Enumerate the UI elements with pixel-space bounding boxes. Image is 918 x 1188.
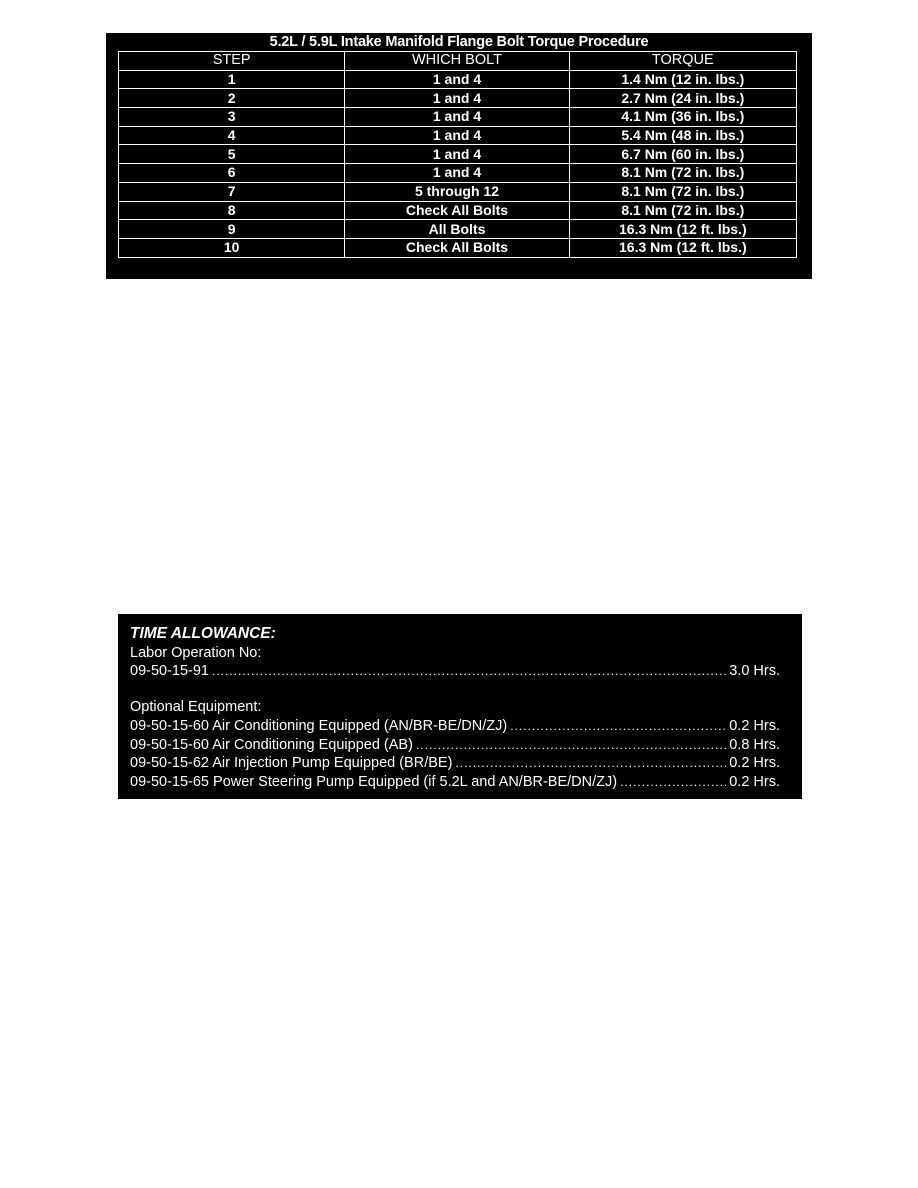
- bolt-cell: 1 and 4: [345, 145, 569, 164]
- labor-operation-row: [130, 662, 780, 680]
- optional-equipment-text: 09-50-15-60 Air Conditioning Equipped (AN/BR-BE/DN/ZJ): [130, 718, 508, 734]
- step-cell: 3: [119, 108, 345, 127]
- torque-table: [118, 51, 797, 258]
- table-row: [119, 145, 797, 164]
- bolt-cell: 1 and 4: [345, 70, 569, 89]
- table-row: [119, 108, 797, 127]
- optional-equipment-label: Optional Equipment:: [130, 699, 262, 715]
- torque-cell: 8.1 Nm (72 in. lbs.): [569, 201, 796, 220]
- column-header-step: STEP: [119, 52, 345, 71]
- torque-cell: 8.1 Nm (72 in. lbs.): [569, 164, 796, 183]
- optional-equipment-row: [130, 717, 780, 735]
- table-row: [119, 238, 797, 257]
- leader-dots: [416, 736, 726, 754]
- bolt-cell: 5 through 12: [345, 182, 569, 201]
- optional-equipment-hours: 0.2 Hrs.: [729, 718, 780, 734]
- optional-equipment-text: 09-50-15-62 Air Injection Pump Equipped (BR/BE): [130, 755, 453, 771]
- leader-dots: [455, 754, 726, 772]
- table-row: [119, 182, 797, 201]
- bolt-cell: Check All Bolts: [345, 238, 569, 257]
- column-header-which-bolt: WHICH BOLT: [345, 52, 569, 71]
- bolt-cell: 1 and 4: [345, 126, 569, 145]
- step-cell: 8: [119, 201, 345, 220]
- table-row: [119, 89, 797, 108]
- step-cell: 7: [119, 182, 345, 201]
- time-allowance-heading: TIME ALLOWANCE:: [130, 625, 276, 642]
- optional-equipment-text: 09-50-15-65 Power Steering Pump Equipped (if 5.2L and AN/BR-BE/DN/ZJ): [130, 774, 618, 790]
- column-header-torque: TORQUE: [569, 52, 796, 71]
- table-row: [119, 220, 797, 239]
- bolt-cell: All Bolts: [345, 220, 569, 239]
- time-allowance-panel: [118, 614, 802, 799]
- table-row: [119, 201, 797, 220]
- table-row: [119, 70, 797, 89]
- leader-dots: [212, 662, 726, 680]
- optional-equipment-hours: 0.2 Hrs.: [729, 774, 780, 790]
- bolt-cell: 1 and 4: [345, 108, 569, 127]
- torque-cell: 1.4 Nm (12 in. lbs.): [569, 70, 796, 89]
- step-cell: 1: [119, 70, 345, 89]
- labor-operation-label: Labor Operation No:: [130, 645, 262, 661]
- optional-equipment-hours: 0.8 Hrs.: [729, 737, 780, 753]
- step-cell: 2: [119, 89, 345, 108]
- step-cell: 10: [119, 238, 345, 257]
- labor-operation-number: 09-50-15-91: [130, 663, 209, 679]
- bolt-cell: 1 and 4: [345, 164, 569, 183]
- torque-cell: 16.3 Nm (12 ft. lbs.): [569, 238, 796, 257]
- table-row: [119, 126, 797, 145]
- optional-equipment-row: [130, 754, 780, 772]
- leader-dots: [510, 717, 726, 735]
- labor-operation-hours: 3.0 Hrs.: [729, 663, 780, 679]
- step-cell: 5: [119, 145, 345, 164]
- step-cell: 6: [119, 164, 345, 183]
- optional-equipment-row: [130, 736, 780, 754]
- torque-table-title: 5.2L / 5.9L Intake Manifold Flange Bolt Torque Procedure: [269, 34, 649, 50]
- torque-cell: 8.1 Nm (72 in. lbs.): [569, 182, 796, 201]
- torque-cell: 4.1 Nm (36 in. lbs.): [569, 108, 796, 127]
- torque-cell: 6.7 Nm (60 in. lbs.): [569, 145, 796, 164]
- bolt-cell: 1 and 4: [345, 89, 569, 108]
- optional-equipment-row: [130, 773, 780, 791]
- bolt-cell: Check All Bolts: [345, 201, 569, 220]
- step-cell: 9: [119, 220, 345, 239]
- step-cell: 4: [119, 126, 345, 145]
- leader-dots: [620, 773, 726, 791]
- optional-equipment-text: 09-50-15-60 Air Conditioning Equipped (AB): [130, 737, 413, 753]
- torque-cell: 2.7 Nm (24 in. lbs.): [569, 89, 796, 108]
- table-row: [119, 164, 797, 183]
- optional-equipment-hours: 0.2 Hrs.: [729, 755, 780, 771]
- table-header-row: [119, 52, 797, 71]
- torque-cell: 16.3 Nm (12 ft. lbs.): [569, 220, 796, 239]
- torque-cell: 5.4 Nm (48 in. lbs.): [569, 126, 796, 145]
- torque-procedure-panel: [106, 33, 812, 279]
